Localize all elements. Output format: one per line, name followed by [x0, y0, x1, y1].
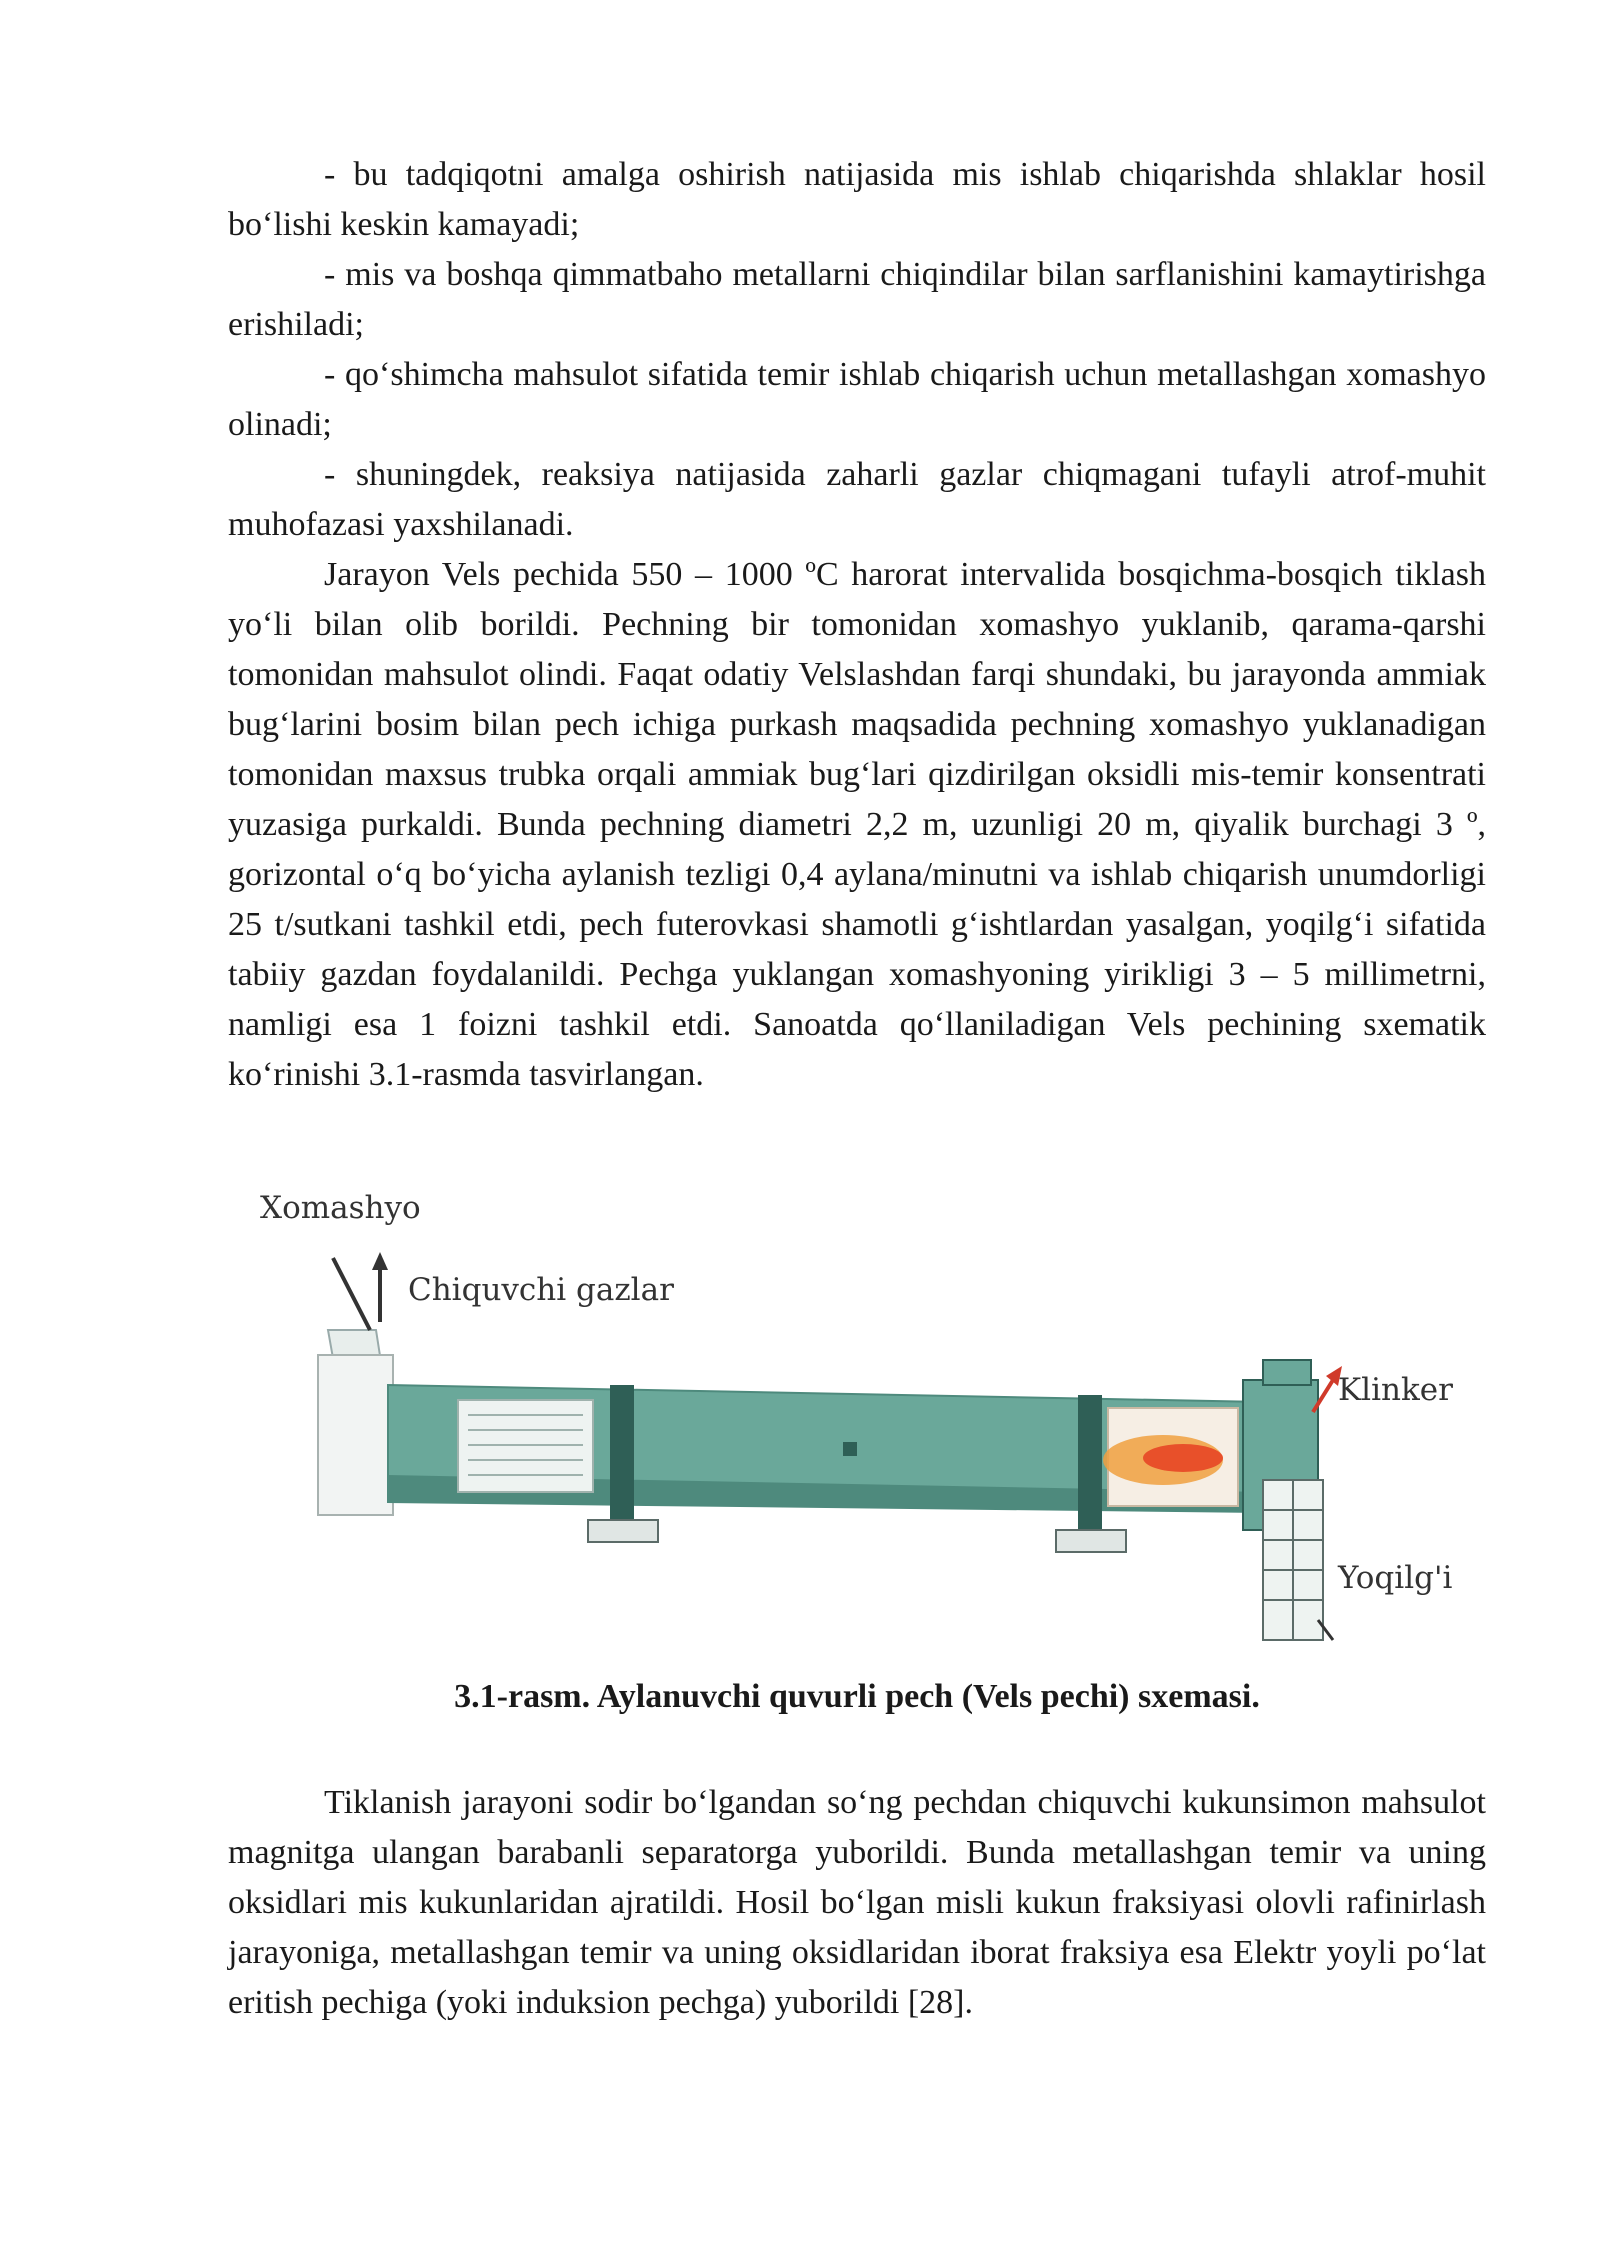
flame-core — [1143, 1444, 1223, 1472]
support-roller-1 — [588, 1520, 658, 1542]
firing-hood-top — [1263, 1360, 1311, 1385]
rotary-kiln-diagram — [258, 1180, 1458, 1670]
bullet-paragraph-2: - mis va boshqa qimmatbaho metallarni chiqindilar bilan sarflanishini kamaytirishga erishiladi; — [228, 256, 1486, 343]
bullet-paragraph-1: - bu tadqiqotni amalga oshirish natijasida mis ishlab chiqarishda shlaklar hosil bo‘lishi keskin kamayadi; — [228, 156, 1486, 243]
kiln-figure — [258, 1180, 1458, 1670]
fuel-label: Yoqilg'i — [1338, 1560, 1453, 1596]
feed-end-housing — [318, 1355, 393, 1515]
support-roller-2 — [1056, 1530, 1126, 1552]
figure-caption: 3.1-rasm. Aylanuvchi quvurli pech (Vels pechi) sxemasi. — [454, 1678, 1260, 1715]
body-paragraph-separation: Tiklanish jarayoni sodir bo‘lgandan so‘ng pechdan chiquvchi kukunsimon mahsulot magnitga ulangan barabanli separatorga yuborildi. Bunda metallashgan temir va uning oksidlari mis kukunlaridan ajratildi. Hosil bo‘lgan misli kukun fraksiyasi olovli rafinirlash jarayoniga, metallashgan temir va uning oksidlaridan iborat fraksiya esa Elektr yoyli po‘lat eritish pechiga (yoki induksion pechga) yuborildi [28]. — [228, 1784, 1486, 2021]
riding-ring-2 — [1078, 1395, 1102, 1530]
exhaust-arrow-head — [372, 1252, 388, 1270]
body-paragraph-process: Jarayon Vels pechida 550 – 1000 ºC harorat intervalida bosqichma-bosqich tiklash yo‘li bilan olib borildi. Pechning bir tomonidan xomashyo yuklanib, qarama-qarshi tomonidan mahsulot olindi. Faqat odatiy Velslashdan farqi shundaki, bu jarayonda ammiak bug‘larini bosim bilan pech ichiga purkash maqsadida pechning xomashyo yuklanadigan tomonidan maxsus trubka orqali ammiak bug‘lari qizdirilgan oksidli mis-temir konsentrati yuzasiga purkaldi. Bunda pechning diametri 2,2 m, uzunligi 20 m, qiyalik burchagi 3 º, gorizontal o‘q bo‘yicha aylanish tezligi 0,4 aylana/minutni va ishlab chiqarish unumdorligi 25 t/sutkani tashkil etdi, pech futerovkasi shamotli g‘ishtlardan yasalgan, yoqilg‘i sifatida tabiiy gazdan foydalanildi. Pechga yuklangan xomashyoning yirikligi 3 – 5 millimetrni, namligi esa 1 foizni tashkil etdi. Sanoatda qo‘llaniladigan Vels pechining sxematik ko‘rinishi 3.1-rasmda tasvirlangan. — [228, 556, 1486, 1093]
bullet-paragraph-4: - shuningdek, reaksiya natijasida zaharli gazlar chiqmagani tufayli atrof-muhit muhofazasi yaxshilanadi. — [228, 456, 1486, 543]
clinker-label: Klinker — [1338, 1372, 1453, 1408]
bullet-paragraph-3: - qo‘shimcha mahsulot sifatida temir ishlab chiqarish uchun metallashgan xomashyo olinadi; — [228, 356, 1486, 443]
riding-ring-1 — [610, 1385, 634, 1520]
exhaust-gas-label: Chiquvchi gazlar — [408, 1272, 674, 1308]
inspection-mark — [843, 1442, 857, 1456]
feed-label: Xomashyo — [260, 1190, 421, 1226]
feed-arrow — [333, 1258, 370, 1330]
